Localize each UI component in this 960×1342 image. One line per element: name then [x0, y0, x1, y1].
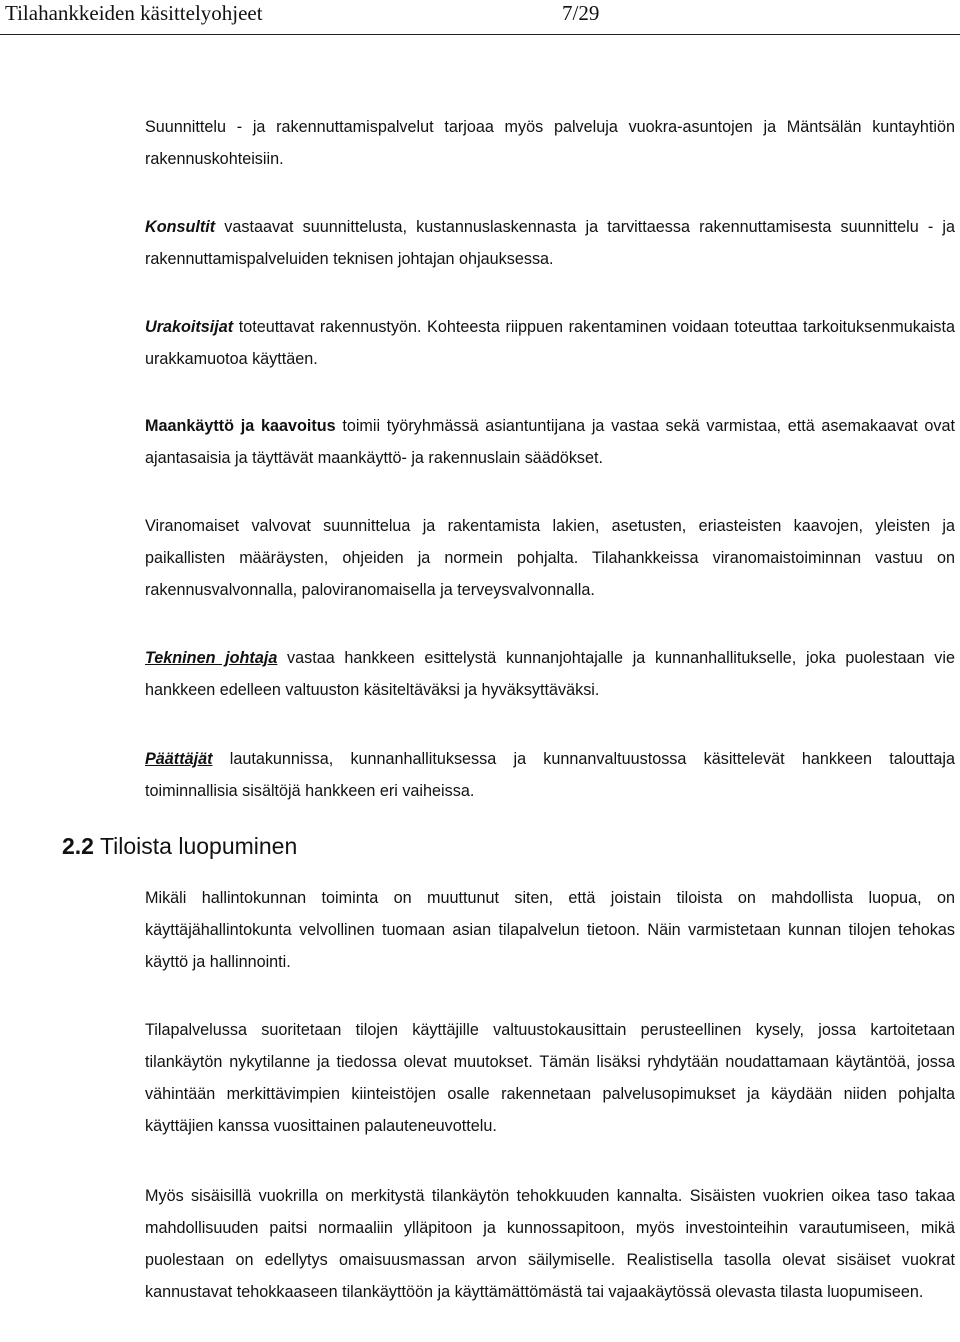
paragraph-giving-up-spaces: [145, 882, 955, 978]
paragraph-text: toimii työryhmässä asiantuntijana ja vastaa sekä varmistaa, että asemakaavat ovat ajantasaisia ja täyttävät maankäyttö- ja rakennuslain säädökset.: [145, 417, 955, 467]
paragraph-text: toteuttavat rakennustyön. Kohteesta riippuen rakentaminen voidaan toteuttaa tarkoituksenmukaista urakkamuotoa käyttäen.: [145, 318, 955, 368]
term-land-use: Maankäyttö ja kaavoitus: [145, 417, 336, 435]
paragraph-contractors: [145, 311, 955, 375]
paragraph-text: Mikäli hallintokunnan toiminta on muuttunut siten, että joistain tiloista on mahdollista luopua, on käyttäjähallintokunta velvollinen tuomaan asian tilapalvelun tietoon. Näin varmistetaan kunnan tilojen tehokas käyttö ja hallinnointi.: [145, 889, 955, 971]
term-decision-makers: Päättäjät: [145, 750, 213, 768]
paragraph-text: lautakunnissa, kunnanhallituksessa ja kunnanvaltuustossa käsittelevät hankkeen talouttaja toiminnallisia sisältöjä hankkeen eri vaiheissa.: [145, 750, 955, 800]
paragraph-text: vastaa hankkeen esittelystä kunnanjohtajalle ja kunnanhallitukselle, joka puolestaan vie hankkeen edelleen valtuuston käsiteltäväksi ja hyväksyttäväksi.: [145, 649, 955, 699]
paragraph-text: Suunnittelu - ja rakennuttamispalvelut tarjoaa myös palveluja vuokra-asuntojen ja Mäntsälän kuntayhtiön rakennuskohteisiin.: [145, 118, 955, 168]
document-title: Tilahankkeiden käsittelyohjeet: [5, 1, 263, 25]
term-technical-director: Tekninen johtaja: [145, 649, 278, 667]
page-header: [0, 0, 960, 36]
page-number: 7/29: [562, 1, 600, 25]
paragraph-technical-director: [145, 642, 955, 706]
paragraph-text: Viranomaiset valvovat suunnittelua ja rakentamista lakien, asetusten, eriasteisten kaavojen, yleisten ja paikallisten määräysten, ohjeiden ja normein pohjalta. Tilahankkeissa viranomaistoiminnan vastuu on rakennusvalvonnalla, paloviranomaisella ja terveysvalvonnalla.: [145, 517, 955, 599]
section-title: Tiloista luopuminen: [93, 833, 298, 859]
paragraph-decision-makers: [145, 743, 955, 807]
term-contractors: Urakoitsijat: [145, 318, 234, 336]
paragraph-services: [145, 111, 955, 175]
header-divider: [0, 34, 960, 35]
paragraph-text: vastaavat suunnittelusta, kustannuslaskennasta ja tarvittaessa rakennuttamisesta suunnittelu - ja rakennuttamispalveluiden teknisen johtajan ohjauksessa.: [145, 218, 955, 268]
paragraph-authorities: [145, 510, 955, 606]
paragraph-text: Tilapalvelussa suoritetaan tilojen käyttäjille valtuustokausittain perusteellinen kysely, jossa kartoitetaan tilankäytön nykytilanne ja tiedossa olevat muutokset. Tämän lisäksi ryhdytään noudattamaan käytäntöä, jossa vähintään merkittävimpien kiinteistöjen osalle rakennetaan palvelusopimukset ja käydään niiden pohjalta käyttäjien kanssa vuosittainen palauteneuvottelu.: [145, 1021, 955, 1135]
paragraph-land-use: [145, 410, 955, 474]
paragraph-consultants: [145, 211, 955, 275]
paragraph-text: Myös sisäisillä vuokrilla on merkitystä tilankäytön tehokkuuden kannalta. Sisäisten vuokrien oikea taso takaa mahdollisuuden paitsi normaaliin ylläpitoon ja kunnossapitoon, myös investointeihin varautumiseen, mikä puolestaan on edellytys omaisuusmassan arvon säilymiselle. Realistisella tasolla olevat sisäiset vuokrat kannustavat tehokkaaseen tilankäyttöön ja käyttämättömästä tai vajaakäytössä olevasta tilasta luopumiseen.: [145, 1187, 955, 1301]
section-number: 2.2: [62, 833, 94, 859]
paragraph-internal-rents: [145, 1180, 955, 1308]
paragraph-survey: [145, 1014, 955, 1142]
term-consultants: Konsultit: [145, 218, 216, 236]
section-heading: [62, 833, 297, 860]
